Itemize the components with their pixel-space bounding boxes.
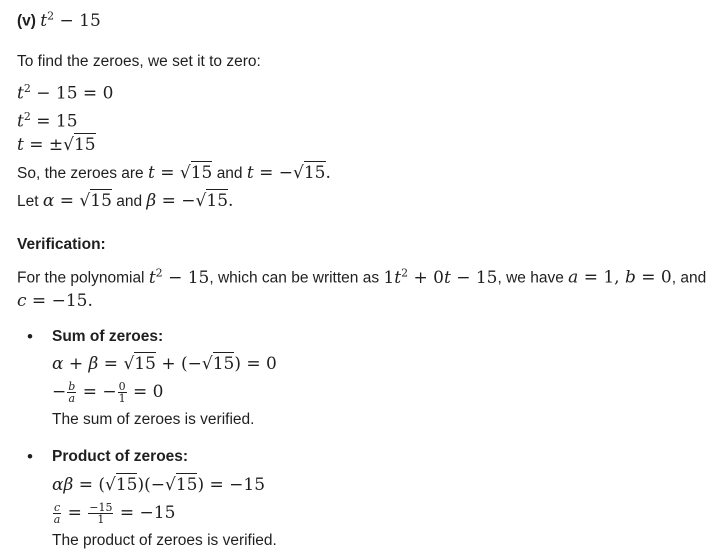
product-eq-2: $\frac{c}{a}$ = $\frac{-15}{1}$ = −15	[53, 501, 176, 526]
part-heading	[17, 5, 101, 33]
verification-heading: Verification:	[17, 236, 106, 253]
zeroes-and: and	[216, 165, 243, 182]
let-line: Let α = √15 and β = −√15.	[17, 191, 234, 211]
sum-eq-1: α + β = √15 + (−√15) = 0	[52, 354, 277, 374]
product-eq-1: αβ = (√15)(−√15) = −15	[52, 475, 266, 495]
bullet-product: •	[27, 447, 33, 466]
bullet-sum: •	[27, 327, 33, 346]
step-3: t = ±√15	[17, 135, 96, 155]
product-verified: The product of zeroes is verified.	[52, 532, 277, 549]
poly-text-3: , we have	[497, 269, 564, 287]
part-expression: $t^2 - 15$	[40, 9, 101, 31]
poly-text-1: For the polynomial	[17, 269, 145, 287]
coef-c-line: c = −15.	[17, 291, 93, 311]
poly-text-2: , which can be written as	[209, 269, 380, 287]
intro-text: To find the zeroes, we set it to zero:	[17, 53, 261, 70]
step-2: $t^2 = 15$	[17, 110, 78, 132]
polynomial-line: For the polynomial $t^2 - 15$, which can be written as $1t^2 + 0t - 15$, we have a = 1, b = 0, and	[17, 266, 707, 288]
let-prefix: Let	[17, 193, 39, 210]
product-heading: Product of zeroes:	[52, 448, 189, 465]
zeroes-prefix: So, the zeroes are	[17, 165, 144, 182]
sum-eq-2: − $\frac{b}{a}$ = − $\frac{0}{1}$ = 0	[52, 380, 164, 405]
zeroes-line: So, the zeroes are t = √15 and t = −√15.	[17, 163, 331, 183]
step-1: $t^2 - 15 = 0$	[17, 82, 114, 104]
let-and: and	[116, 193, 143, 210]
sum-verified: The sum of zeroes is verified.	[52, 411, 255, 428]
part-label: (v)	[17, 12, 36, 30]
poly-text-4: , and	[671, 269, 707, 287]
sum-heading: Sum of zeroes:	[52, 328, 164, 345]
